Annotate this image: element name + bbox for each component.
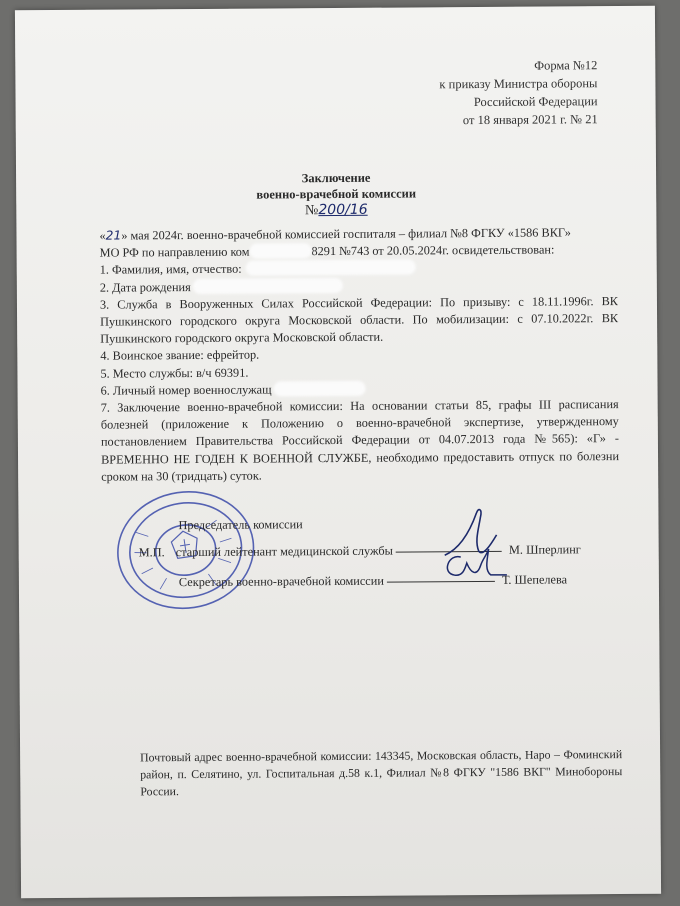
item-1: 1. Фамилия, имя, отчество: — [100, 258, 618, 279]
secretary-name: Т. Шепелева — [502, 572, 568, 587]
secretary-label: Секретарь военно-врачебной комиссии — [178, 573, 384, 590]
redacted-personal-number — [273, 381, 365, 397]
item-7: 7. Заключение военно-врачебной комиссии: На основании статьи 85, графы III расписания болезней (приложение к Положению о военно-врачебной экспертизе, утвержденному постановлением Правительства Российской Федерации от 04.07.2013 года №565): «Г» - ВРЕМЕННО НЕ ГОДЕН К ВОЕННОЙ СЛУЖБЕ, необходимо предоставить отпуск по болезни сроком на 30 (тридцать) суток. — [100, 397, 620, 484]
form-reference — [439, 56, 598, 129]
chair-rank: старший лейтенант медицинской службы — [175, 543, 393, 560]
chair-label-row — [178, 517, 302, 533]
form-number: Форма №12 — [534, 58, 598, 73]
postal-address: Почтовый адрес военно-врачебной комиссии: 143345, Московская область, Наро – Фоминский район, п. Селятино, ул. Госпитальная д.58 к.1, Филиал №8 ФГКУ "1586 ВКГ" Минобороны России. — [140, 747, 623, 799]
conclusion-body — [99, 224, 619, 486]
item-2: 2. Дата рождения — [100, 276, 618, 297]
form-date: от 18 января 2021 г. № 21 — [462, 112, 598, 128]
chair-label: Председатель комиссии — [178, 517, 303, 533]
item-6: 6. Личный номер военнослужащ — [101, 379, 619, 400]
handwritten-number: 200/16 — [318, 201, 368, 219]
form-country: Российской Федерации — [473, 94, 598, 110]
document-number — [16, 200, 656, 221]
handwritten-day: 21 — [105, 228, 122, 243]
redacted-name — [246, 260, 416, 276]
document-sheet — [15, 6, 661, 898]
redacted-birthdate — [193, 278, 343, 294]
title-line-1: Заключение — [301, 170, 371, 186]
item-5: 5. Место службы: в/ч 69391. — [100, 365, 249, 381]
document-title — [16, 168, 656, 204]
item-4: 4. Воинское звание: ефрейтор. — [100, 347, 260, 364]
redacted-block — [249, 243, 311, 258]
title-line-2: военно-врачебной комиссии — [256, 186, 417, 202]
form-order: к приказу Министра обороны — [439, 76, 598, 92]
item-3: 3. Служба в Вооруженных Силах Российской Федерации: По призыву: с 18.11.1996г. ВК Пушкинского городского округа Московской области. По мобилизации: с 07.10.2022г. ВК Пушкинского городского округа Московской области. — [99, 293, 619, 346]
mp-label: М.П. — [138, 545, 165, 560]
number-prefix: № — [304, 203, 319, 219]
chair-name: М. Шперлинг — [508, 542, 581, 557]
secretary-signature — [431, 545, 511, 586]
intro-paragraph: «21» мая 2024г. военно-врачебной комиссией госпиталя – филиал №8 ФГКУ «1586 ВКГ» МО РФ по направлению ком 8291 №743 от 20.05.2024г. освидетельствован: — [99, 225, 571, 260]
